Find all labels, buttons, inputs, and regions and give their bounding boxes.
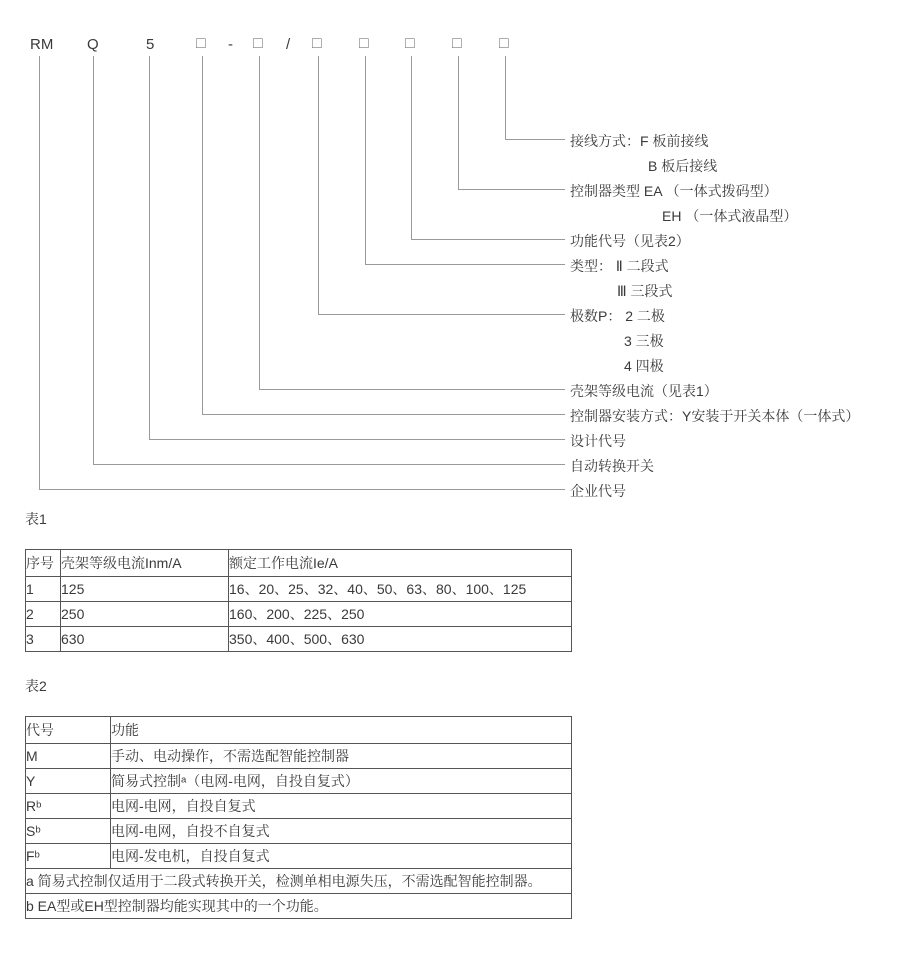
table-cell: 电网-电网，自投不自复式	[111, 819, 572, 844]
table2-note-a: a 简易式控制仅适用于二段式转换开关，检测单相电源失压，不需选配智能控制器。	[26, 869, 572, 894]
table1-header-seq: 序号	[26, 550, 61, 577]
label-type-iii: Ⅲ 三段式	[617, 283, 673, 299]
table-cell: 16、20、25、32、40、50、63、80、100、125	[229, 577, 572, 602]
label-type: 类型： Ⅱ 二段式	[570, 258, 669, 274]
label-controller-type: 控制器类型 EA （一体式拨码型）	[570, 183, 778, 199]
table1-header-row	[26, 550, 572, 577]
table-cell: 250	[61, 602, 229, 627]
connector-line-h	[202, 414, 565, 415]
table2-note-row	[26, 869, 572, 894]
label-frame-current: 壳架等级电流（见表1）	[570, 383, 718, 399]
table2	[25, 716, 572, 919]
table-cell: 630	[61, 627, 229, 652]
table2-note-b: b EA型或EH型控制器均能实现其中的一个功能。	[26, 894, 572, 919]
table1-caption: 表1	[25, 511, 47, 527]
connector-line-v	[411, 56, 412, 239]
connector-line-v	[149, 56, 150, 439]
table-cell: 350、400、500、630	[229, 627, 572, 652]
connector-line-v	[365, 56, 366, 264]
connector-line-h	[149, 439, 565, 440]
code-box-5: □	[405, 35, 415, 52]
code-box-4: □	[359, 35, 369, 52]
table-cell: 电网-发电机，自投自复式	[111, 844, 572, 869]
connector-line-h	[505, 139, 565, 140]
table-row	[26, 627, 572, 652]
connector-line-v	[93, 56, 94, 464]
code-box-6: □	[452, 35, 462, 52]
code-part-rm: RM	[30, 36, 54, 53]
table-row	[26, 794, 572, 819]
table2-header-row	[26, 717, 572, 744]
table-cell: M	[26, 744, 111, 769]
connector-line-h	[93, 464, 565, 465]
table-cell: Fᵇ	[26, 844, 111, 869]
table-cell: 160、200、225、250	[229, 602, 572, 627]
label-function-code: 功能代号（见表2）	[570, 233, 690, 249]
table-cell: Y	[26, 769, 111, 794]
code-box-3: □	[312, 35, 322, 52]
table1-header-ie: 额定工作电流Ie/A	[229, 550, 572, 577]
code-box-7: □	[499, 35, 509, 52]
table-cell: 简易式控制ᵃ（电网-电网，自投自复式）	[111, 769, 572, 794]
connector-line-v	[202, 56, 203, 414]
label-transfer-switch: 自动转换开关	[570, 458, 654, 474]
label-controller-mounting: 控制器安装方式：Y安装于开关本体（一体式）	[570, 408, 860, 424]
table-cell: Rᵇ	[26, 794, 111, 819]
label-controller-type-eh: EH （一体式液晶型）	[662, 208, 798, 224]
table-row	[26, 769, 572, 794]
label-company-code: 企业代号	[570, 483, 626, 499]
connector-line-v	[505, 56, 506, 139]
label-poles-4: 4 四极	[624, 358, 664, 374]
table1-header-inm: 壳架等级电流Inm/A	[61, 550, 229, 577]
code-sep-slash: /	[286, 36, 291, 53]
connector-line-h	[39, 489, 565, 490]
label-design-code: 设计代号	[570, 433, 626, 449]
connector-line-h	[365, 264, 565, 265]
table-row	[26, 819, 572, 844]
connector-line-v	[259, 56, 260, 389]
table2-header-code: 代号	[26, 717, 111, 744]
table2-header-function: 功能	[111, 717, 572, 744]
connector-line-v	[39, 56, 40, 489]
connector-line-h	[259, 389, 565, 390]
table-row	[26, 602, 572, 627]
connector-line-h	[411, 239, 565, 240]
label-wiring-mode-b: B 板后接线	[648, 158, 718, 174]
table-row	[26, 744, 572, 769]
connector-line-h	[458, 189, 565, 190]
code-sep-dash: -	[228, 36, 233, 53]
table-cell: 125	[61, 577, 229, 602]
table-row	[26, 577, 572, 602]
table-cell: 3	[26, 627, 61, 652]
table-row	[26, 844, 572, 869]
connector-line-v	[458, 56, 459, 189]
code-box-2: □	[253, 35, 263, 52]
label-poles: 极数P： 2 二极	[570, 308, 665, 324]
table2-caption: 表2	[25, 678, 47, 694]
code-part-5: 5	[146, 36, 155, 53]
connector-line-v	[318, 56, 319, 314]
label-poles-3: 3 三极	[624, 333, 664, 349]
table-cell: 2	[26, 602, 61, 627]
table-cell: 电网-电网，自投自复式	[111, 794, 572, 819]
table-cell: 1	[26, 577, 61, 602]
table2-note-row	[26, 894, 572, 919]
connector-line-h	[318, 314, 565, 315]
table1	[25, 549, 572, 652]
code-box-1: □	[196, 35, 206, 52]
table-cell: 手动、电动操作，不需选配智能控制器	[111, 744, 572, 769]
code-part-q: Q	[87, 36, 99, 53]
table-cell: Sᵇ	[26, 819, 111, 844]
label-wiring-mode: 接线方式：F 板前接线	[570, 133, 709, 149]
